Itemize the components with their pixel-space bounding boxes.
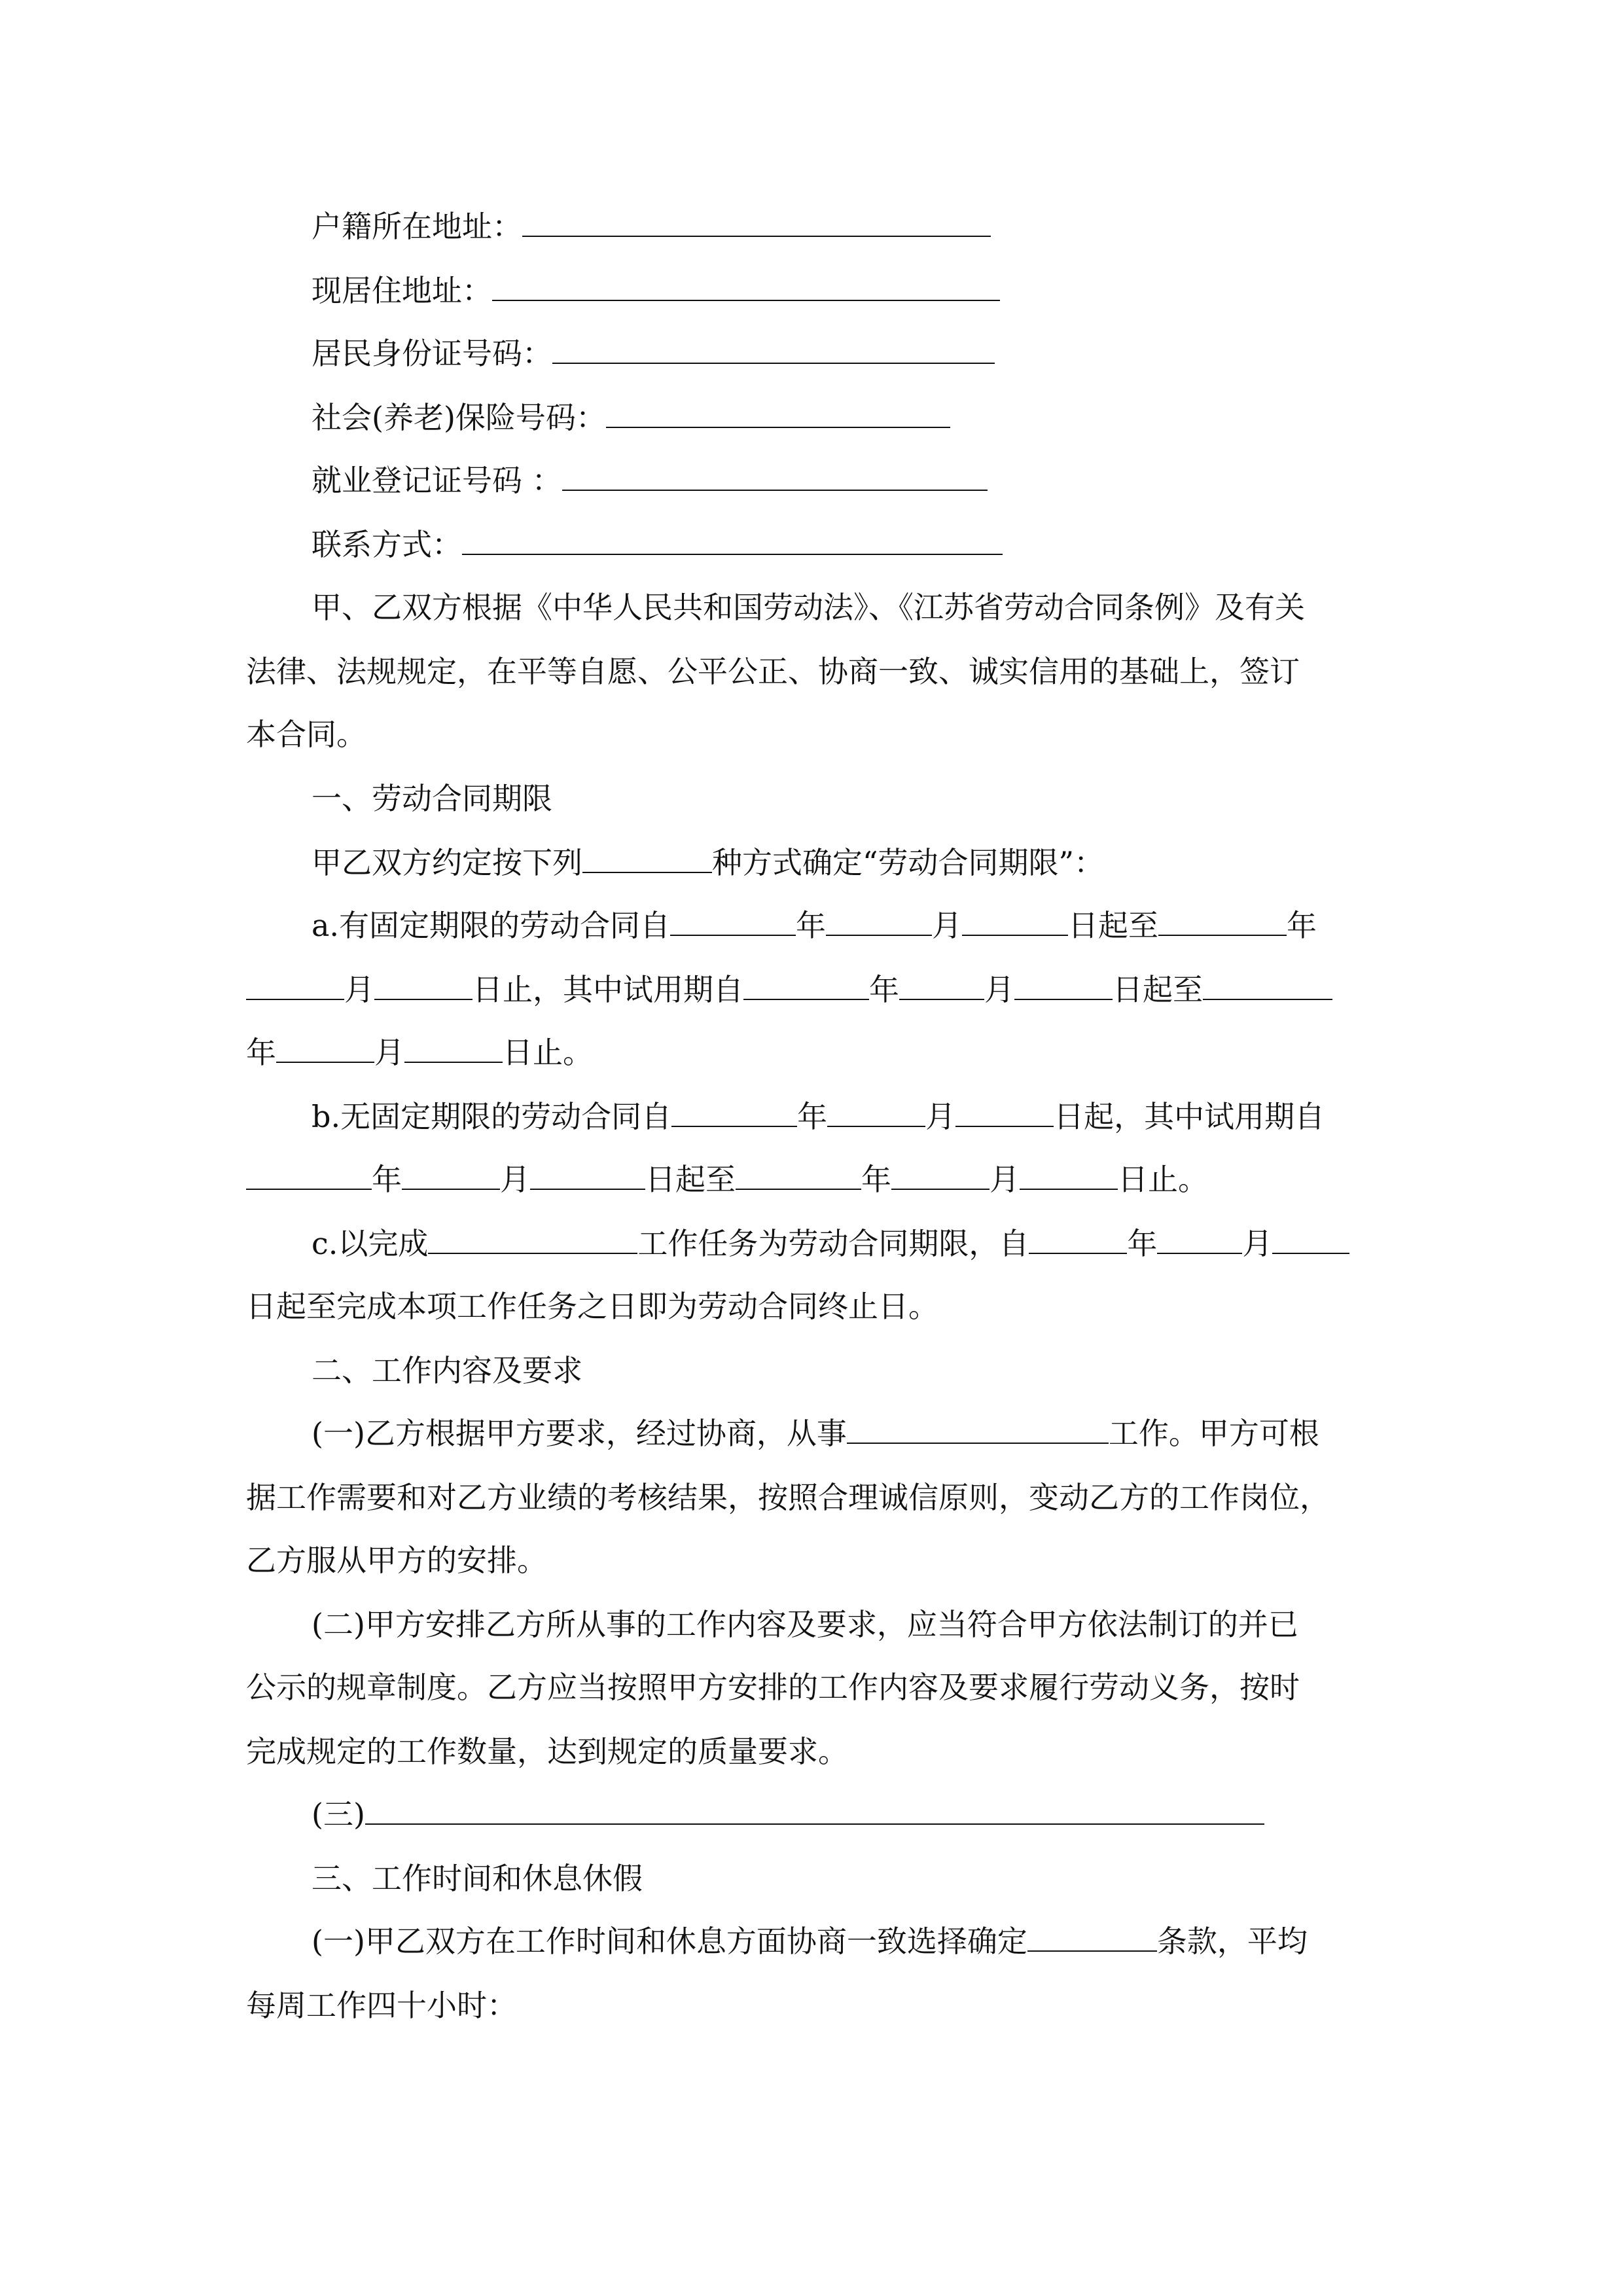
blank-line xyxy=(1014,970,1113,1000)
intro-line-2: 法律、法规规定，在平等自愿、公平公正、协商一致、诚实信用的基础上，签订 xyxy=(246,654,1300,689)
blank-line xyxy=(246,970,344,1000)
section-2-heading: 二、工作内容及要求 xyxy=(312,1353,582,1388)
sec2-p2-line-2: 公示的规章制度。乙方应当按照甲方安排的工作内容及要求履行劳动义务，按时 xyxy=(246,1670,1300,1705)
blank-line xyxy=(374,970,473,1000)
blank-line xyxy=(955,1097,1054,1127)
blank-line xyxy=(899,970,984,1000)
sec2-p2-line-1: (二)甲方安排乙方所从事的工作内容及要求，应当符合甲方依法制订的并已 xyxy=(312,1607,1298,1642)
blank-line xyxy=(562,461,988,491)
blank-line xyxy=(827,1097,925,1127)
field-label: 现居住地址： xyxy=(312,273,492,308)
blank-line xyxy=(736,1160,861,1190)
blank-line xyxy=(582,843,712,873)
field-insurance-number xyxy=(312,398,950,437)
blank-line xyxy=(1027,1922,1157,1952)
field-current-address xyxy=(312,271,1000,310)
blank-line xyxy=(402,1160,500,1190)
blank-line xyxy=(1158,906,1287,936)
field-label: 联系方式： xyxy=(312,527,462,562)
blank-line xyxy=(671,1097,797,1127)
sec1-option-a-line-3: 年 月 日止。 xyxy=(246,1033,593,1072)
sec3-p1-line-2: 每周工作四十小时： xyxy=(246,1988,517,2023)
field-employment-number xyxy=(312,461,988,500)
sec1-option-a-line-1: a.有固定期限的劳动合同自 年 月 日起至 年 xyxy=(312,906,1317,945)
blank-line xyxy=(552,334,995,364)
field-label: 户籍所在地址： xyxy=(312,209,522,244)
blank-line xyxy=(276,1033,374,1063)
blank-line xyxy=(847,1414,1109,1444)
field-household-address xyxy=(312,207,991,246)
blank-line xyxy=(246,1160,372,1190)
blank-line xyxy=(826,906,932,936)
section-1-heading: 一、劳动合同期限 xyxy=(312,781,552,816)
field-label: 社会(养老)保险号码： xyxy=(312,400,606,435)
blank-line xyxy=(530,1160,645,1190)
field-label: 就业登记证号码 ： xyxy=(312,463,562,498)
sec1-option-b-line-2: 年 月 日起至 年 月 日止。 xyxy=(246,1160,1208,1199)
sec1-option-c-line-1: c.以完成 工作任务为劳动合同期限，自 年 月 xyxy=(312,1224,1349,1263)
blank-line xyxy=(743,970,869,1000)
sec2-p1-line-3: 乙方服从甲方的安排。 xyxy=(246,1543,547,1578)
sec1-choice: 甲乙双方约定按下列 种方式确定“劳动合同期限”： xyxy=(312,843,1104,882)
blank-line xyxy=(404,1033,503,1063)
sec2-p1-line-1: (一)乙方根据甲方要求，经过协商，从事 工作。甲方可根 xyxy=(312,1414,1319,1453)
blank-line xyxy=(1029,1224,1127,1254)
blank-line xyxy=(522,207,991,237)
blank-line xyxy=(1157,1224,1242,1254)
field-label: 居民身份证号码： xyxy=(312,336,552,371)
intro-line-1: 甲、乙双方根据《中华人民共和国劳动法》、《江苏省劳动合同条例》及有关 xyxy=(312,590,1305,625)
blank-line xyxy=(891,1160,990,1190)
sec2-p3: (三) xyxy=(312,1795,1264,1834)
section-3-heading: 三、工作时间和休息休假 xyxy=(312,1861,643,1896)
blank-line xyxy=(365,1795,1264,1825)
blank-line xyxy=(962,906,1068,936)
sec1-option-a-line-2: 月 日止，其中试用期自 年 月 日起至 xyxy=(246,970,1332,1009)
blank-line xyxy=(462,525,1003,555)
blank-line xyxy=(492,271,1000,301)
intro-line-3: 本合同。 xyxy=(246,717,366,752)
sec1-option-b-line-1: b.无固定期限的劳动合同自 年 月 日起，其中试用期自 xyxy=(312,1097,1325,1136)
sec2-p1-line-2: 据工作需要和对乙方业绩的考核结果，按照合理诚信原则，变动乙方的工作岗位， xyxy=(246,1480,1330,1515)
sec1-option-c-line-2: 日起至完成本项工作任务之日即为劳动合同终止日。 xyxy=(246,1289,938,1324)
sec3-p1-line-1: (一)甲乙双方在工作时间和休息方面协商一致选择确定 条款，平均 xyxy=(312,1922,1308,1961)
blank-line xyxy=(606,398,950,428)
blank-line xyxy=(670,906,796,936)
field-id-number xyxy=(312,334,995,373)
field-contact xyxy=(312,525,1003,564)
blank-line xyxy=(1020,1160,1118,1190)
blank-line xyxy=(428,1224,637,1254)
sec2-p2-line-3: 完成规定的工作数量，达到规定的质量要求。 xyxy=(246,1734,848,1769)
blank-line xyxy=(1272,1224,1349,1254)
blank-line xyxy=(1203,970,1332,1000)
